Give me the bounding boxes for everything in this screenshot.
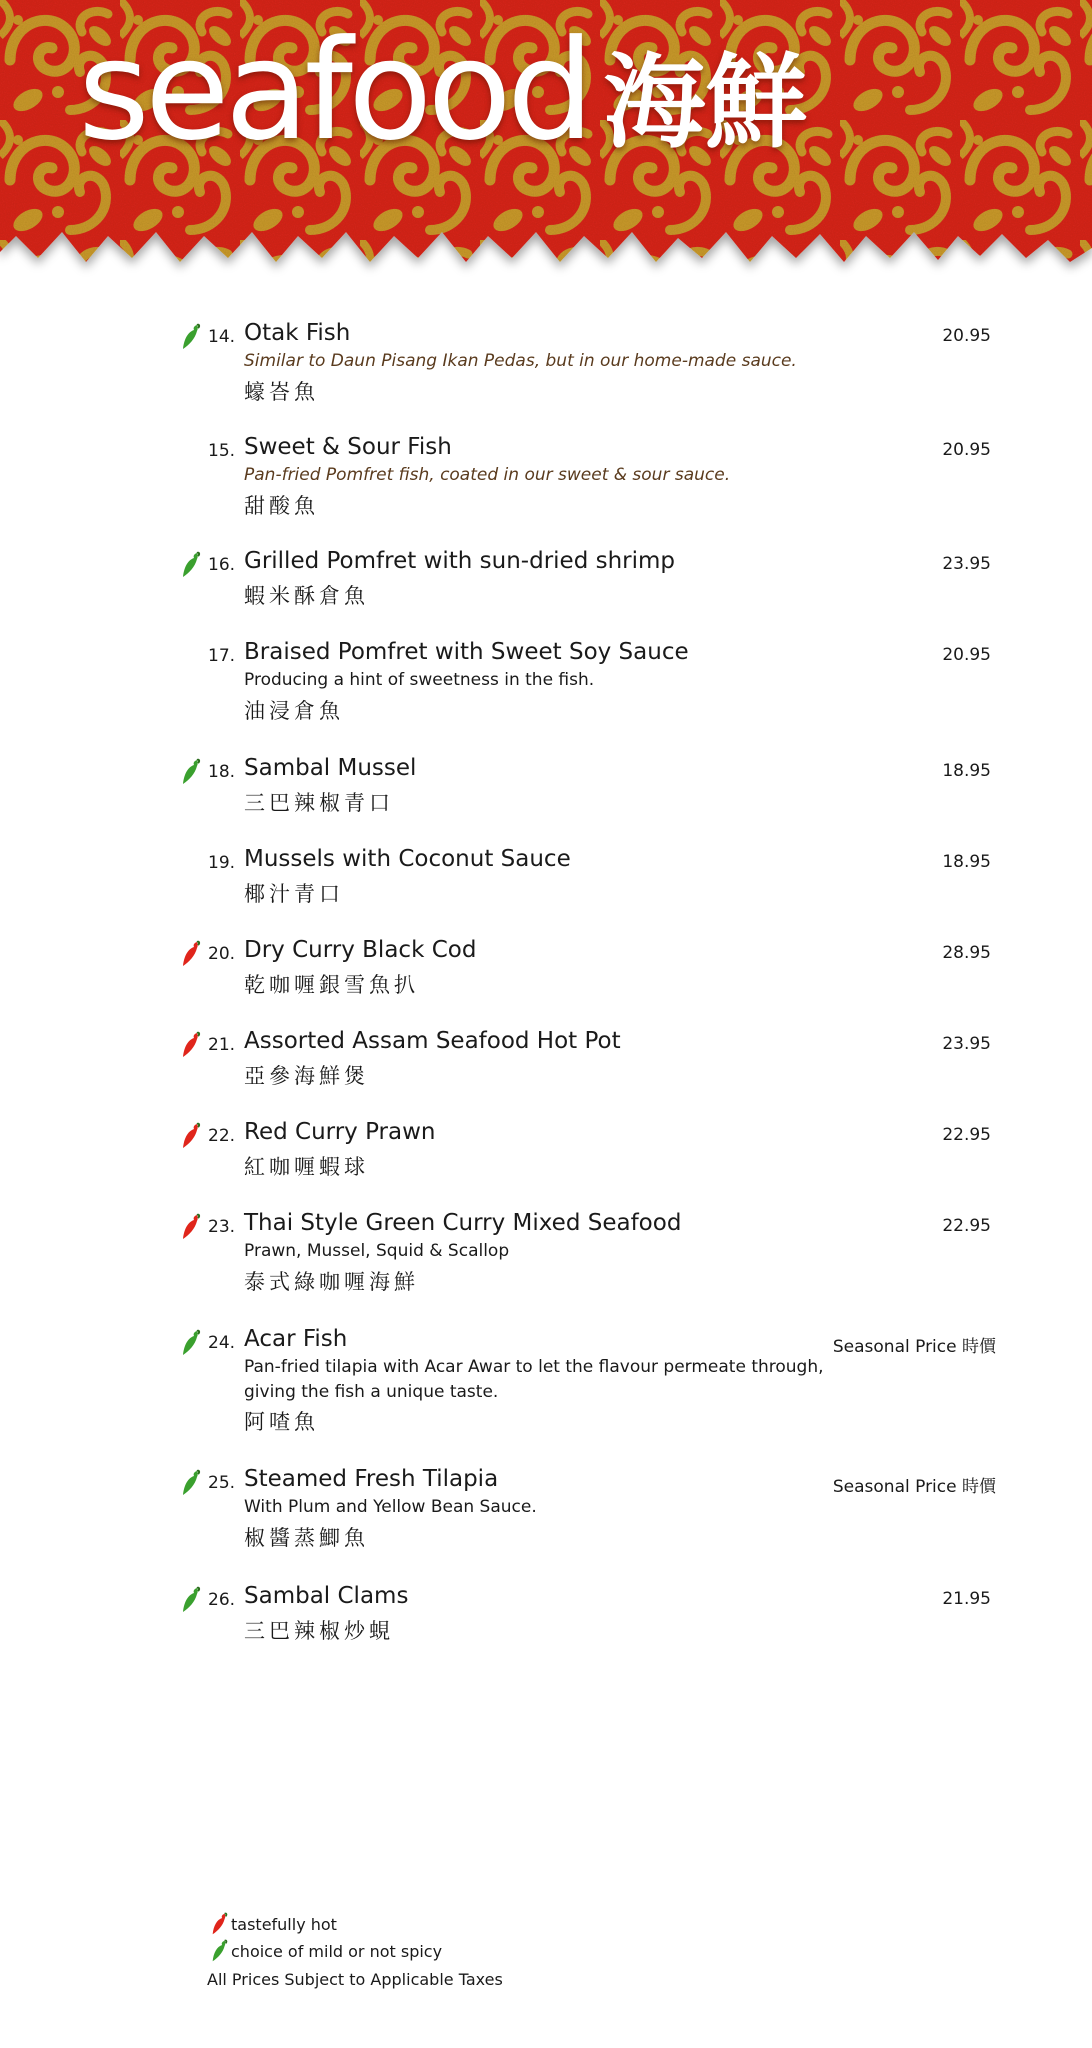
item-name: Grilled Pomfret with sun-dried shrimp: [244, 548, 676, 574]
item-number: 25.: [208, 1473, 236, 1493]
legend-hot: [206, 1912, 606, 1939]
green-chili-icon: [180, 1329, 202, 1357]
item-number: 26.: [208, 1590, 236, 1610]
item-name-chinese: 泰式綠咖喱海鮮: [244, 1270, 419, 1294]
item-description: Pan-fried Pomfret fish, coated in our sweet & sour sauce.: [244, 465, 731, 485]
item-price: 22.95: [942, 1125, 991, 1145]
red-chili-icon: [180, 940, 202, 968]
item-name: Braised Pomfret with Sweet Soy Sauce: [244, 639, 689, 665]
item-number: 19.: [208, 853, 236, 873]
item-name-chinese: 蠔峇魚: [244, 380, 319, 404]
item-name: Sambal Clams: [244, 1583, 409, 1609]
item-price: 28.95: [942, 943, 991, 963]
item-price: 18.95: [942, 761, 991, 781]
green-chili-icon: [180, 1469, 202, 1497]
item-price: Seasonal Price 時價: [832, 1477, 996, 1497]
item-name-chinese: 蝦米酥倉魚: [244, 584, 369, 608]
green-chili-icon: [180, 551, 202, 579]
green-chili-icon: [210, 1939, 229, 1963]
green-chili-icon: [180, 1586, 202, 1614]
legend-mild-label: choice of mild or not spicy: [231, 1942, 443, 1961]
item-name-chinese: 三巴辣椒炒蜆: [244, 1619, 394, 1643]
red-chili-icon: [210, 1912, 229, 1936]
item-name: Thai Style Green Curry Mixed Seafood: [244, 1210, 682, 1236]
item-name-chinese: 甜酸魚: [244, 494, 319, 518]
item-price: 22.95: [942, 1216, 991, 1236]
legend-mild: [206, 1939, 606, 1966]
page-title-chinese: 海鮮: [603, 44, 808, 163]
item-name-chinese: 油浸倉魚: [244, 699, 344, 723]
item-name-chinese: 亞參海鮮煲: [244, 1064, 369, 1088]
item-number: 20.: [208, 944, 236, 964]
item-description: Prawn, Mussel, Squid & Scallop: [244, 1241, 510, 1261]
item-number: 16.: [208, 555, 236, 575]
item-name: Steamed Fresh Tilapia: [244, 1466, 499, 1492]
item-name-chinese: 三巴辣椒青口: [244, 791, 394, 815]
item-number: 23.: [208, 1217, 236, 1237]
item-name: Acar Fish: [244, 1326, 348, 1352]
red-chili-icon: [180, 1031, 202, 1059]
page-title-english: seafood: [78, 10, 590, 171]
item-description: Similar to Daun Pisang Ikan Pedas, but in our home-made sauce.: [244, 351, 797, 371]
item-description: With Plum and Yellow Bean Sauce.: [244, 1497, 537, 1517]
item-price: Seasonal Price 時價: [832, 1337, 996, 1357]
item-price: 20.95: [942, 645, 991, 665]
item-name-chinese: 椒醬蒸鯽魚: [244, 1526, 369, 1550]
item-name: Sweet & Sour Fish: [244, 434, 452, 460]
item-number: 15.: [208, 441, 236, 461]
item-name-chinese: 紅咖喱蝦球: [244, 1155, 369, 1179]
item-name: Otak Fish: [244, 320, 351, 346]
header-banner: [0, 0, 1092, 285]
item-name: Red Curry Prawn: [244, 1119, 436, 1145]
item-name-chinese: 乾咖喱銀雪魚扒: [244, 973, 419, 997]
item-name: Mussels with Coconut Sauce: [244, 846, 571, 872]
item-price: 21.95: [942, 1589, 991, 1609]
item-name: Sambal Mussel: [244, 755, 417, 781]
item-number: 21.: [208, 1035, 236, 1055]
item-number: 22.: [208, 1126, 236, 1146]
item-number: 24.: [208, 1333, 236, 1353]
item-name: Dry Curry Black Cod: [244, 937, 477, 963]
legend-hot-label: tastefully hot: [231, 1915, 337, 1934]
item-name: Assorted Assam Seafood Hot Pot: [244, 1028, 621, 1054]
green-chili-icon: [180, 758, 202, 786]
green-chili-icon: [180, 323, 202, 351]
red-chili-icon: [180, 1213, 202, 1241]
item-description: Producing a hint of sweetness in the fish.: [244, 670, 595, 690]
item-number: 18.: [208, 762, 236, 782]
item-number: 14.: [208, 327, 236, 347]
page-title: [78, 10, 808, 182]
item-number: 17.: [208, 646, 236, 666]
item-description: Pan-fried tilapia with Acar Awar to let the flavour permeate through, giving the fish a unique taste.: [244, 1357, 824, 1402]
item-price: 23.95: [942, 554, 991, 574]
item-name-chinese: 椰汁青口: [244, 882, 344, 906]
tax-note: All Prices Subject to Applicable Taxes: [207, 1970, 503, 1989]
item-price: 20.95: [942, 326, 991, 346]
item-name-chinese: 阿喳魚: [244, 1410, 319, 1434]
item-price: 20.95: [942, 440, 991, 460]
legend: [206, 1912, 606, 1989]
item-price: 23.95: [942, 1034, 991, 1054]
red-chili-icon: [180, 1122, 202, 1150]
item-price: 18.95: [942, 852, 991, 872]
